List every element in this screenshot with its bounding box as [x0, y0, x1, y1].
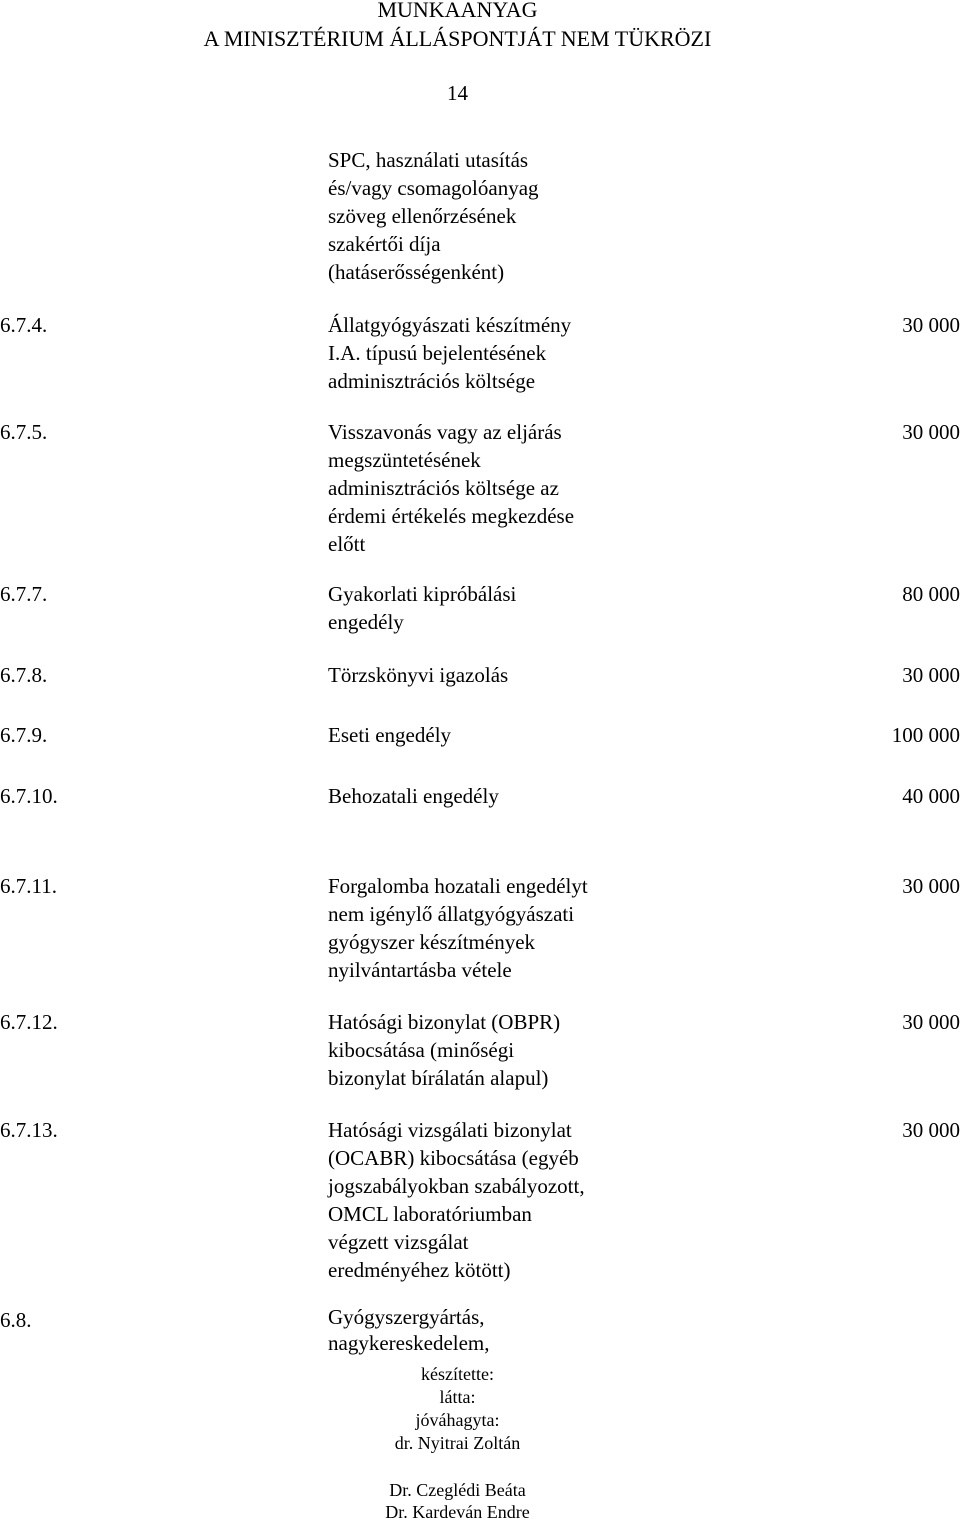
row-number: 6.7.5. — [0, 420, 48, 444]
row-number: 6.7.9. — [0, 723, 48, 747]
row-description-line: engedély — [328, 610, 404, 634]
row-description-line: megszüntetésének — [328, 448, 481, 472]
row-number: 6.7.12. — [0, 1010, 58, 1034]
intro-line: szakértői díja — [328, 232, 441, 256]
row-description-line: Hatósági bizonylat (OBPR) — [328, 1010, 561, 1034]
row-description-line: adminisztrációs költsége — [328, 369, 536, 393]
footer-approved-by-label: jóváhagyta: — [415, 1410, 500, 1430]
page-number: 14 — [447, 81, 468, 105]
footer-name-2: Dr. Czeglédi Beáta — [389, 1480, 526, 1500]
row-description — [328, 1008, 848, 1092]
row-description-line: Forgalomba hozatali engedélyt — [328, 874, 588, 898]
row-description-line: nem igénylő állatgyógyászati — [328, 902, 575, 926]
row-description-line: nyilvántartásba vétele — [328, 958, 512, 982]
row-description-line: Hatósági vizsgálati bizonylat — [328, 1118, 572, 1142]
row-description-line: Visszavonás vagy az eljárás — [328, 420, 562, 444]
intro-line: és/vagy csomagolóanyag — [328, 176, 539, 200]
row-description-line: Törzskönyvi igazolás — [328, 663, 509, 687]
row-description-line: bizonylat bírálatán alapul) — [328, 1066, 549, 1090]
row-description-line: Állatgyógyászati készítmény — [328, 313, 572, 337]
intro-line: SPC, használati utasítás — [328, 148, 529, 172]
row-description — [328, 1116, 848, 1284]
row-number: 6.7.10. — [0, 784, 58, 808]
footer-prepared-by-label: készítette: — [421, 1364, 494, 1384]
row-number: 6.7.13. — [0, 1118, 58, 1142]
row-description-line: Gyakorlati kipróbálási — [328, 582, 517, 606]
row-description — [328, 872, 848, 984]
footer-name-3: Dr. Kardeván Endre — [385, 1502, 530, 1522]
row-number: 6.7.4. — [0, 313, 48, 337]
intro-line: szöveg ellenőrzésének — [328, 204, 517, 228]
row-description-line: nagykereskedelem, — [328, 1331, 490, 1355]
footer-seen-by-label: látta: — [439, 1387, 476, 1407]
row-amount: 40 000 — [902, 784, 960, 808]
row-description-line: Gyógyszergyártás, — [328, 1305, 485, 1329]
intro-text — [328, 146, 848, 286]
row-description-line: eredményéhez kötött) — [328, 1258, 511, 1282]
row-number: 6.7.11. — [0, 874, 57, 898]
row-amount: 30 000 — [902, 874, 960, 898]
row-amount: 30 000 — [902, 420, 960, 444]
row-description-line: I.A. típusú bejelentésének — [328, 341, 547, 365]
row-amount: 100 000 — [891, 723, 960, 747]
footer-name-1: dr. Nyitrai Zoltán — [394, 1433, 521, 1453]
row-description-line: előtt — [328, 532, 366, 556]
row-description — [328, 721, 848, 749]
row-number: 6.7.7. — [0, 582, 48, 606]
row-description-line: Behozatali engedély — [328, 784, 499, 808]
row-description-line: érdemi értékelés megkezdése — [328, 504, 575, 528]
row-amount: 30 000 — [902, 313, 960, 337]
document-header-line-1: MUNKAANYAG — [377, 0, 538, 22]
row-description-line: OMCL laboratóriumban — [328, 1202, 532, 1226]
row-description-line: gyógyszer készítmények — [328, 930, 536, 954]
row-description — [328, 580, 848, 636]
row-description-line: végzett vizsgálat — [328, 1230, 469, 1254]
document-header-line-2: A MINISZTÉRIUM ÁLLÁSPONTJÁT NEM TÜKRÖZI — [203, 26, 712, 51]
row-description-line: kibocsátása (minőségi — [328, 1038, 515, 1062]
row-amount: 30 000 — [902, 1118, 960, 1142]
row-description-line: (OCABR) kibocsátása (egyéb — [328, 1146, 579, 1170]
row-description-line: adminisztrációs költsége az — [328, 476, 559, 500]
row-number: 6.8. — [0, 1308, 32, 1332]
row-amount: 30 000 — [902, 663, 960, 687]
row-description — [328, 1304, 848, 1356]
row-amount: 30 000 — [902, 1010, 960, 1034]
row-description — [328, 661, 848, 689]
row-number: 6.7.8. — [0, 663, 48, 687]
intro-line: (hatáserősségenként) — [328, 260, 505, 284]
row-description — [328, 418, 848, 558]
row-description-line: Eseti engedély — [328, 723, 452, 747]
row-description — [328, 782, 848, 810]
row-description — [328, 311, 848, 395]
row-amount: 80 000 — [902, 582, 960, 606]
row-description-line: jogszabályokban szabályozott, — [328, 1174, 585, 1198]
